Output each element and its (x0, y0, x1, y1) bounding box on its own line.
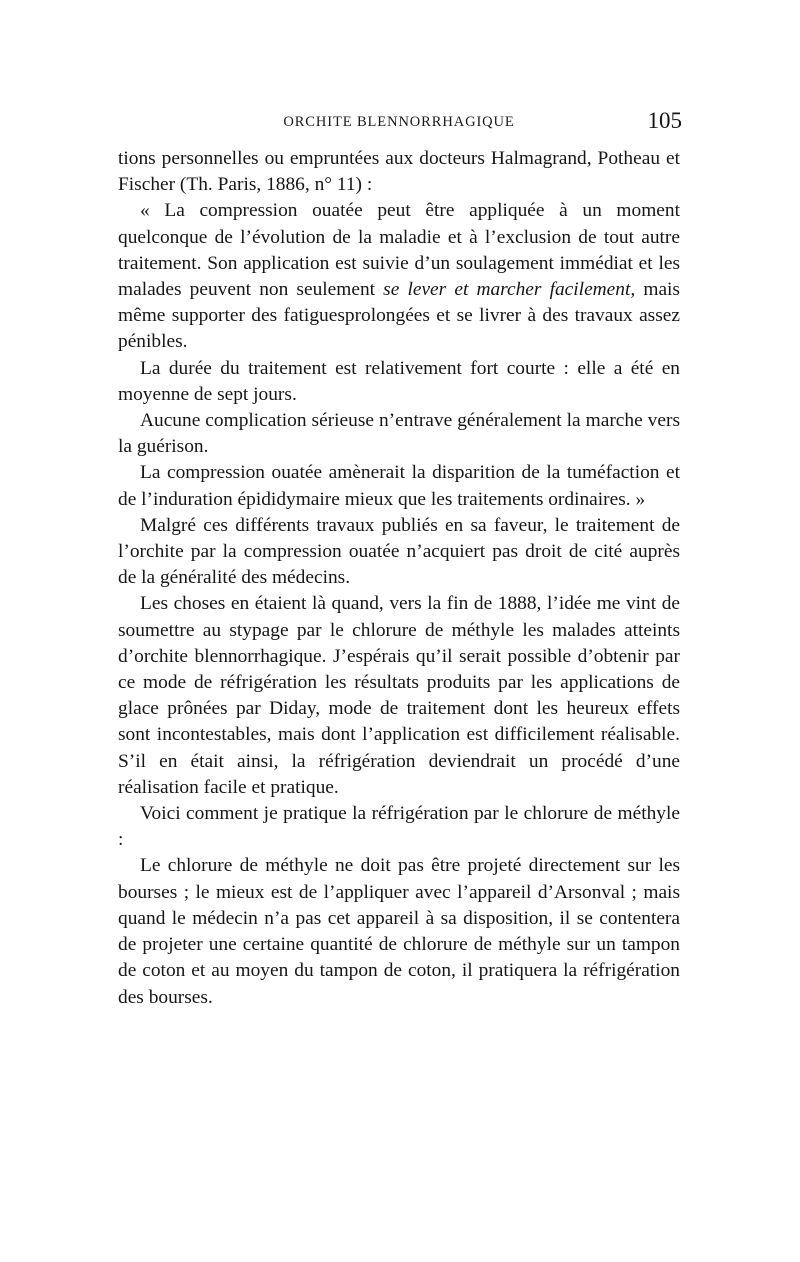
quoted-text-end: mais même supporter des fatiguesprolongées et se livrer à des travaux assez pénibles. (118, 279, 680, 353)
paragraph-methyl-idea: Les choses en étaient là quand, vers la fin de 1888, l’idée me vint de soumettre au stypage par le chlorure de méthyle les malades atteints d’orchite blennorrhagique. J’espérais qu’il serait possible d’obtenir par ce mode de réfrigération les résultats produits par les applications de glace prônées par Diday, mode de traitement dont les heureux effets sont incontestables, mais dont l’application est difficilement réalisable. S’il en était ainsi, la réfrigération deviendrait un procédé d’une réalisation facile et pratique. (118, 593, 680, 798)
running-head (118, 106, 680, 146)
paragraph-method-intro: Voici comment je pratique la réfrigération par le chlorure de méthyle : (118, 803, 680, 851)
paragraph-complication: Aucune complication sérieuse n’entrave généralement la marche vers la guérison. (118, 410, 680, 458)
paragraph-continuation: tions personnelles ou empruntées aux docteurs Halmagrand, Potheau et Fischer (Th. Paris, 1886, n° 11) : (118, 148, 680, 196)
paragraph-duration: La durée du traitement est relativement fort courte : elle a été en moyenne de sept jours. (118, 357, 680, 405)
quoted-paragraph (118, 198, 680, 355)
text-body (118, 146, 680, 1011)
emphasized-phrase: se lever et marcher facilement, (383, 279, 636, 301)
paragraph-compression: La compression ouatée amènerait la disparition de la tuméfaction et de l’induration épididymaire mieux que les traitements ordinaires. » (118, 462, 680, 510)
running-title: ORCHITE BLENNORRHAGIQUE (283, 114, 515, 130)
book-page (118, 106, 680, 1011)
page-number: 105 (647, 108, 682, 133)
quoted-text-start: « La compression ouatée peut être appliquée à un moment quelconque de l’évolution de la maladie et à l’exclusion de tout autre traitement. Son application est suivie d’un soulagement immédiat et les malades peuvent non seulement (118, 200, 680, 301)
paragraph-reception: Malgré ces différents travaux publiés en sa faveur, le traitement de l’orchite par la compression ouatée n’acquiert pas droit de cité auprès de la généralité des médecins. (118, 514, 680, 589)
paragraph-method-detail: Le chlorure de méthyle ne doit pas être projeté directement sur les bourses ; le mieux est de l’appliquer avec l’appareil d’Arsonval ; mais quand le médecin n’a pas cet appareil à sa disposition, il se contentera de projeter une certaine quantité de chlorure de méthyle sur un tampon de coton et au moyen du tampon de coton, il pratiquera la réfrigération des bourses. (118, 855, 680, 1008)
